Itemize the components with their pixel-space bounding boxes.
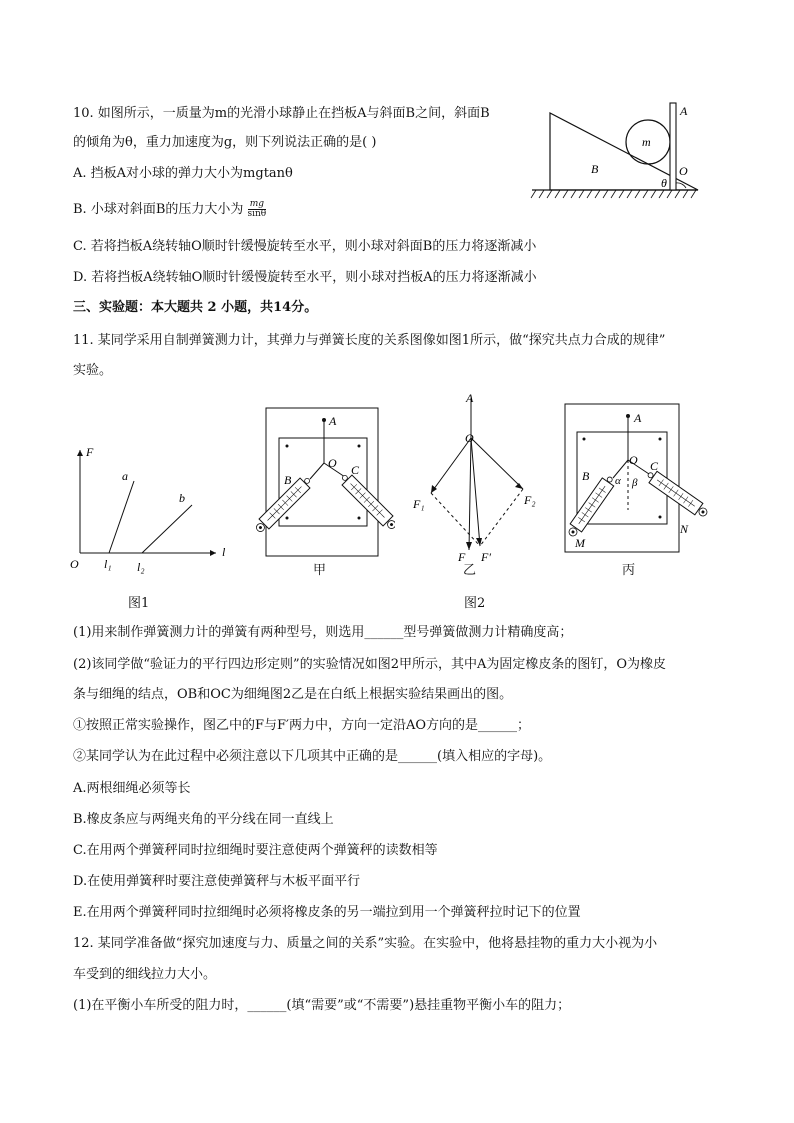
q10-ball-label: m [642,135,651,149]
q10-incline-figure [528,95,708,205]
fig2-jia-B: B [284,473,292,487]
q11-option-e: E.在用两个弹簧秤同时拉细绳时必须将橡皮条的另一端拉到用一个弹簧秤拉时记下的位置 [73,905,581,920]
fig2-jia [255,405,395,560]
q10-option-a: A. 挡板A对小球的弹力大小为mgtanθ [73,166,293,181]
fig2-jia-O: O [328,456,337,470]
fig1-ylabel: F [86,445,94,459]
fig1-origin: O [70,557,79,571]
q11-part1: (1)用来制作弹簧测力计的弹簧有两种型号，则选用______型号弹簧做测力计精确度高； [73,625,573,640]
fig2-jia-C: C [351,463,360,477]
q10-option-b-denominator: sinθ [247,209,267,219]
fig2-bing-O: O [629,453,638,467]
fig2-yi-F: F [458,550,466,564]
fig2-caption: 图2 [464,596,486,611]
fig2-yi-caption: 乙 [463,563,477,578]
fig2-bing-C: C [650,459,659,473]
q11-part2-line1: (2)该同学做“验证力的平行四边形定则”的实验情况如图2甲所示，其中A为固定橡皮条的图钉，O为橡皮 [73,657,667,672]
fig1-tick-l1: l₁ [104,557,112,571]
q11-option-a: A.两根细绳必须等长 [73,781,191,796]
fig2-yi-Fprime: F′ [481,550,491,564]
fig2-bing-caption: 丙 [622,563,636,578]
q11-stem-line1: 11. 某同学采用自制弹簧测力计，其弹力与弹簧长度的关系图像如图1所示，做“探究共点力合成的规律” [73,333,666,348]
q10-stem-line2: 的倾角为θ，重力加速度为g，则下列说法正确的是( ) [73,135,377,150]
fig1-xlabel: l [222,545,226,559]
q10-slope-label: B [591,162,599,176]
fig2-yi [410,388,550,583]
q11-option-d: D.在使用弹簧秤时要注意使弹簧秤与木板平面平行 [73,874,361,889]
q11-part2-line2: 条与细绳的结点，OB和OC为细绳图2乙是在白纸上根据实验结果画出的图。 [73,687,513,702]
fig1-tick-l2: l₂ [137,560,145,574]
fig2-bing-beta: β [632,477,638,489]
q10-angle-label: θ [661,176,667,190]
fig2-jia-A: A [329,414,337,428]
q11-stem-line2: 实验。 [73,363,113,378]
q10-pivot-label: O [679,164,688,178]
fig1-graph [64,438,234,578]
q10-stem-line1: 10. 如图所示，一质量为m的光滑小球静止在挡板A与斜面B之间，斜面B [73,106,490,121]
fig2-yi-A: A [466,391,474,405]
fig2-bing-A: A [634,411,642,425]
q10-option-b-fraction [248,200,267,219]
fig2-bing-N: N [680,522,689,536]
fig2-jia-caption: 甲 [313,563,327,578]
q11-option-b: B.橡皮条应与两绳夹角的平分线在同一直线上 [73,812,334,827]
section3-heading: 三、实验题：本大题共 2 小题，共14分。 [73,300,318,315]
q10-option-d: D. 若将挡板A绕转轴O顺时针缓慢旋转至水平，则小球对挡板A的压力将逐渐减小 [73,270,537,285]
q10-option-b-numerator: mg [248,200,267,210]
q10-option-c: C. 若将挡板A绕转轴O顺时针缓慢旋转至水平，则小球对斜面B的压力将逐渐减小 [73,239,537,254]
fig2-bing-M: M [575,536,585,550]
fig2-bing-alpha: α [615,475,621,487]
q10-wall-label: A [680,104,688,118]
fig1-caption: 图1 [128,596,150,611]
fig2-yi-F1: F₁ [413,497,425,511]
q11-option-c: C.在用两个弹簧秤同时拉细绳时要注意使两个弹簧秤的读数相等 [73,843,438,858]
fig2-bing [553,400,713,560]
q11-subpart2: ②某同学认为在此过程中必须注意以下几项其中正确的是______(填入相应的字母)。 [73,749,552,764]
q10-option-b [73,200,266,219]
q12-part1: (1)在平衡小车所受的阻力时，______(填“需要”或“不需要”)悬挂重物平衡小车的阻力； [73,998,571,1013]
q10-option-b-text: B. 小球对斜面B的压力大小为 [73,202,244,217]
q12-stem-line2: 车受到的细线拉力大小。 [73,967,217,982]
q11-subpart1: ①按照正常实验操作，图乙中的F与F′两力中，方向一定沿AO方向的是______； [73,718,531,733]
fig2-yi-F2: F₂ [524,493,536,507]
fig1-line-b-label: b [179,491,185,505]
fig1-line-a-label: a [122,469,128,483]
q12-stem-line1: 12. 某同学准备做“探究加速度与力、质量之间的关系”实验。在实验中，他将悬挂物的重力大小视为小 [73,936,658,951]
fig2-bing-B: B [582,469,590,483]
fig2-yi-O: O [465,431,474,445]
